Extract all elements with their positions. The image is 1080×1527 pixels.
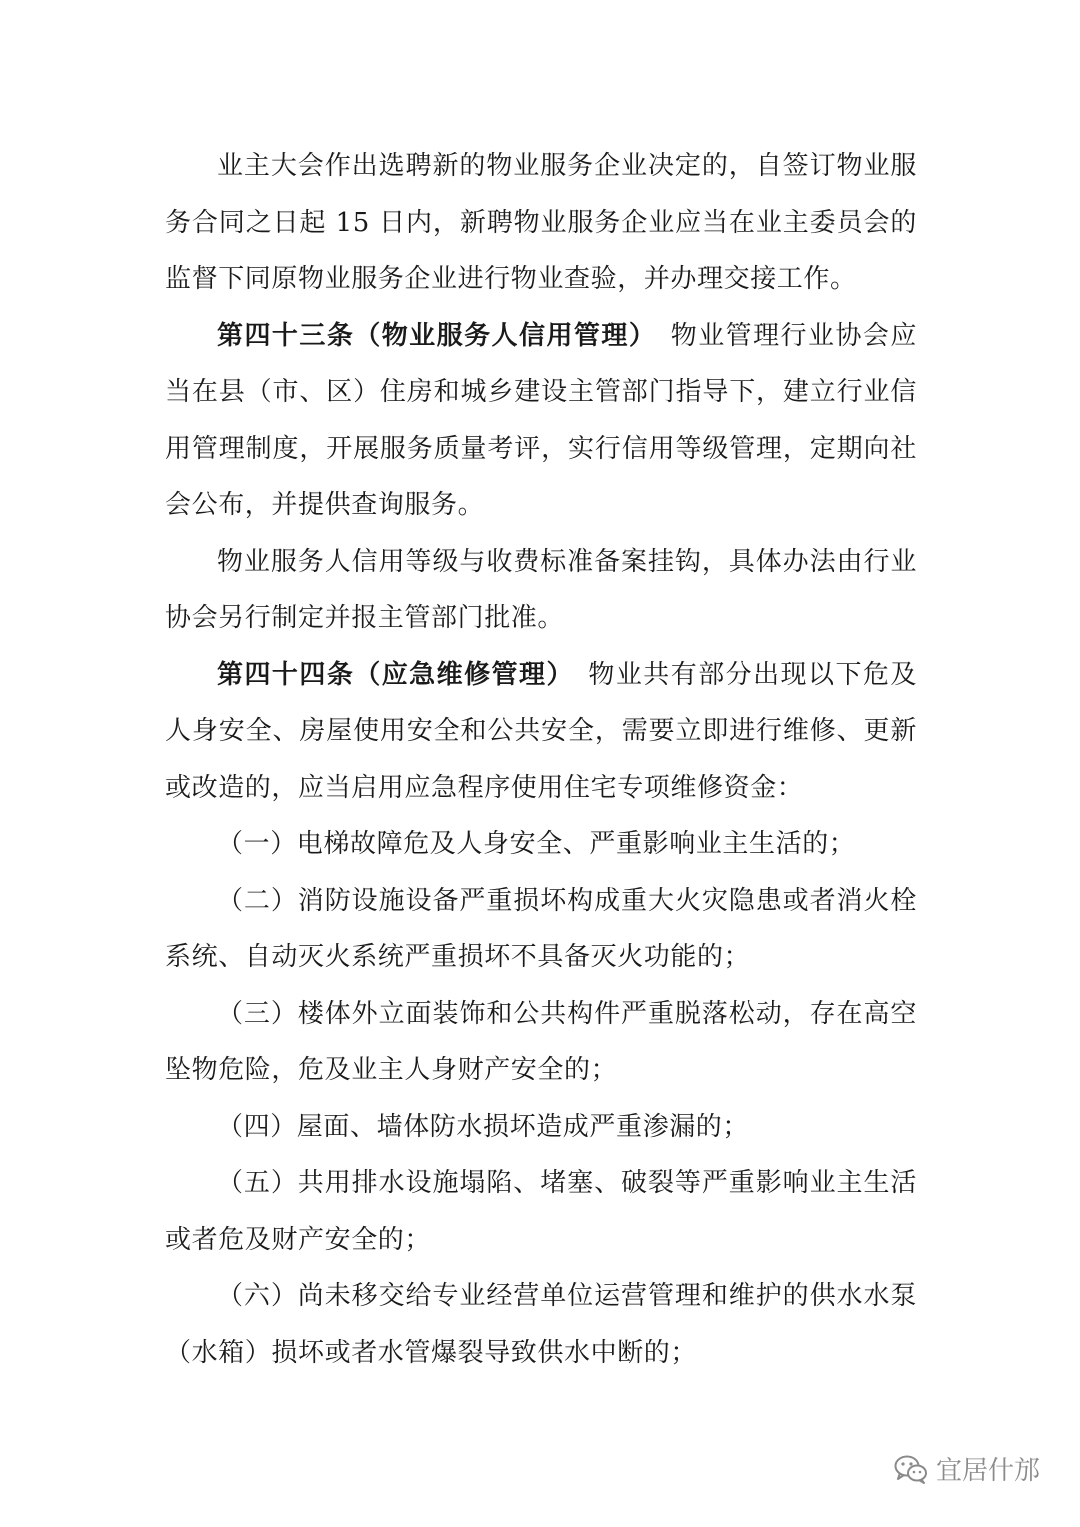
- paragraph-text: 物业服务人信用等级与收费标准备案挂钩，具体办法由行业协会另行制定并报主管部门批准。: [165, 546, 917, 633]
- list-item-5: [165, 1155, 917, 1268]
- paragraph-text: 物业管理行业协会应当在县（市、区）住房和城乡建设主管部门指导下，建立行业信用管理制度，开展服务质量考评，实行信用等级管理，定期向社会公布，并提供查询服务。: [165, 320, 917, 520]
- paragraph-article-44: [165, 647, 917, 817]
- paragraph-1: [165, 138, 917, 308]
- list-item-2: [165, 873, 917, 986]
- article-heading: 第四十三条（物业服务人信用管理）: [217, 320, 644, 351]
- paragraph-article-43: [165, 308, 917, 534]
- paragraph-text: 业主大会作出选聘新的物业服务企业决定的，自签订物业服务合同之日起 15 日内，新聘物业服务企业应当在业主委员会的监督下同原物业服务企业进行物业查验，并办理交接工作。: [165, 151, 917, 294]
- list-item-6: [165, 1268, 917, 1381]
- paragraph-text: （六）尚未移交给专业经营单位运营管理和维护的供水水泵（水箱）损坏或者水管爆裂导致供水中断的；: [165, 1281, 917, 1368]
- watermark-text: 宜居什邡: [935, 1456, 1040, 1486]
- paragraph-3: [165, 534, 917, 647]
- paragraph-text: （五）共用排水设施塌陷、堵塞、破裂等严重影响业主生活或者危及财产安全的；: [165, 1168, 917, 1255]
- list-item-1: [165, 816, 917, 873]
- watermark: [894, 1450, 1040, 1487]
- paragraph-text: （一）电梯故障危及人身安全、严重影响业主生活的；: [217, 829, 856, 859]
- document-body: [165, 138, 917, 1381]
- list-item-4: [165, 1099, 917, 1156]
- paragraph-text: 物业共有部分出现以下危及人身安全、房屋使用安全和公共安全，需要立即进行维修、更新或改造的，应当启用应急程序使用住宅专项维修资金：: [165, 659, 917, 803]
- article-heading: 第四十四条（应急维修管理）: [217, 659, 561, 690]
- paragraph-text: （四）屋面、墙体防水损坏造成严重渗漏的；: [217, 1111, 750, 1142]
- paragraph-text: （三）楼体外立面装饰和公共构件严重脱落松动，存在高空坠物危险，危及业主人身财产安全的；: [165, 998, 917, 1085]
- paragraph-text: （二）消防设施设备严重损坏构成重大火灾隐患或者消火栓系统、自动灭火系统严重损坏不具备灭火功能的；: [165, 885, 917, 972]
- wechat-icon: [894, 1454, 928, 1484]
- list-item-3: [165, 986, 917, 1099]
